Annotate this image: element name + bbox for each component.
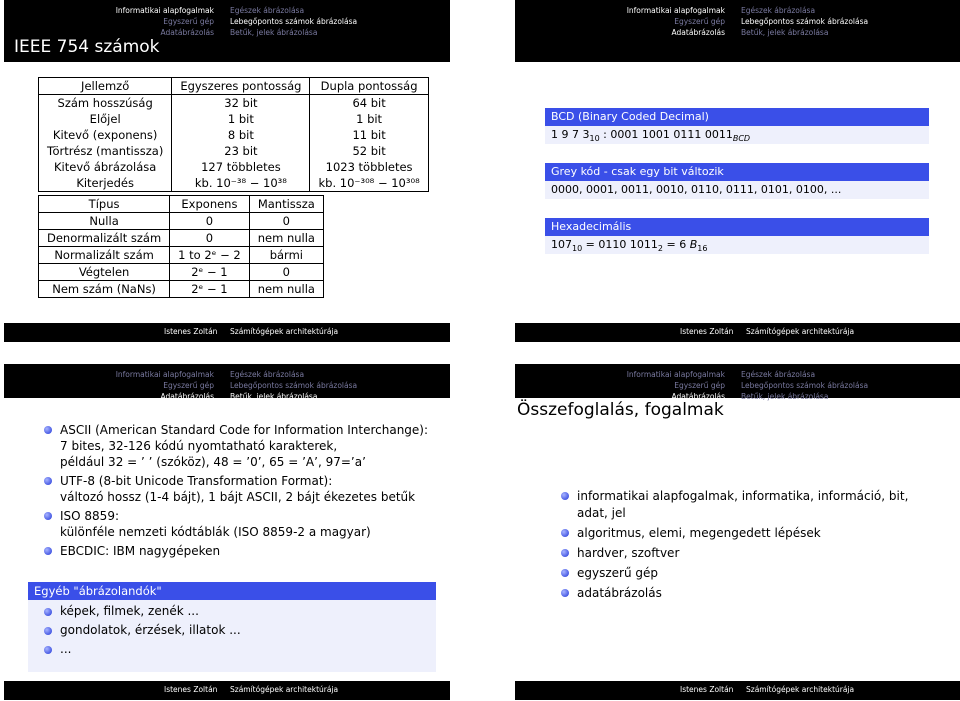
nav-item[interactable]: Egészek ábrázolása [230,370,305,379]
block-body: $107_{10} = 0110$ $1011_2 = 6$ $B_{16}$ [545,236,929,254]
list-item: algoritmus, elemi, megengedett lépések [559,525,919,542]
list-item: képek, filmek, zenék ... [42,602,422,621]
precision-table [38,77,429,192]
table-cell: 127 többletes [172,159,310,175]
table-cell: 1023 többletes [310,159,428,175]
block-title: Hexadecimális [545,218,929,236]
slide-header [4,364,450,401]
footer-course: Számítógépek architektúrája [230,685,339,694]
table-cell: Nem szám (NaNs) [39,281,170,298]
other-list [42,602,422,659]
nav-item[interactable]: Betűk, jelek ábrázolása [230,28,318,37]
nav-item[interactable]: Adatábrázolás [671,28,725,37]
slide-header [515,364,960,401]
bullet-icon [561,549,569,557]
table-cell: Törtrész (mantissza) [39,143,172,159]
bullet-icon [44,547,52,555]
slide-title: Összefoglalás, fogalmak [517,400,724,420]
slide-footer [4,681,450,700]
code-list [42,422,442,559]
footer-course: Számítógépek architektúrája [746,327,855,336]
nav-item[interactable]: Lebegőpontos számok ábrázolása [741,17,869,26]
table-cell: 0 [249,264,323,281]
table-cell: 1 bit [310,111,428,127]
list-item: gondolatok, érzések, illatok ... [42,621,422,640]
bullet-icon [561,492,569,500]
table-cell: Előjel [39,111,172,127]
bullet-icon [561,569,569,577]
nav-right [741,369,876,402]
slide-title: BCD, Grey, hexadecimális [525,36,746,56]
nav-item[interactable]: Informatikai alapfogalmak [115,6,214,15]
slide-footer [515,323,960,342]
table-cell: bármi [249,247,323,264]
slide-summary [515,364,960,700]
table-cell: 2ᵉ − 1 [170,281,250,298]
nav-item[interactable]: Lebegőpontos számok ábrázolása [230,17,358,26]
table-header: Jellemző [39,78,172,95]
table-cell: 0 [170,213,250,230]
footer-author: Istenes Zoltán [164,685,218,694]
table-cell: kb. 10⁻³⁰⁸ − 10³⁰⁸ [310,175,428,192]
nav-right [230,5,365,38]
bullet-icon [44,627,52,635]
table-cell: 52 bit [310,143,428,159]
nav-item[interactable]: Betűk, jelek ábrázolása [741,28,829,37]
bullet-icon [44,608,52,616]
summary-list [559,488,919,602]
nav-item[interactable]: Egyszerű gép [674,17,725,26]
table-cell: 1 bit [172,111,310,127]
table-header: Típus [39,196,170,213]
block-body: 1 9 7 $3_{10}$ : 0001 1001 0111 $0011_{BCD}$ [545,126,929,144]
table-cell: Kitevő (exponens) [39,127,172,143]
table-cell: 32 bit [172,95,310,112]
bullet-icon [44,477,52,485]
nav-item[interactable]: Egészek ábrázolása [230,6,305,15]
nav-item[interactable]: Egészek ábrázolása [741,370,816,379]
slide-title: IEEE 754 számok [14,37,160,57]
list-item: ISO 8859: különféle nemzeti kódtáblák (ISO 8859-2 a magyar) [42,508,442,540]
table-cell: Normalizált szám [39,247,170,264]
list-item: ... [42,640,422,659]
nav-item[interactable]: Adatábrázolás [160,392,214,401]
list-item: hardver, szoftver [559,545,919,562]
slide-bcd-grey-hex [515,0,960,342]
table-cell: nem nulla [249,281,323,298]
block-title: BCD (Binary Coded Decimal) [545,108,929,126]
nav-item[interactable]: Informatikai alapfogalmak [626,370,725,379]
bullet-icon [44,646,52,654]
bullet-icon [44,512,52,520]
table-cell: kb. 10⁻³⁸ − 10³⁸ [172,175,310,192]
table-header: Mantissza [249,196,323,213]
table-cell: Kiterjedés [39,175,172,192]
table-cell: 0 [249,213,323,230]
grey-block [545,163,929,199]
nav-item[interactable]: Egyszerű gép [674,381,725,390]
table-cell: Kitevő ábrázolása [39,159,172,175]
nav-item[interactable]: Informatikai alapfogalmak [626,6,725,15]
table-header: Dupla pontosság [310,78,428,95]
table-cell: 1 to 2ᵉ − 2 [170,247,250,264]
nav-item[interactable]: Adatábrázolás [671,392,725,401]
hex-block [545,218,929,254]
bullet-icon [44,426,52,434]
block-title: Grey kód - csak egy bit változik [545,163,929,181]
nav-left [625,5,725,38]
slide-header [4,0,450,62]
slide-ieee754 [4,0,450,342]
nav-item[interactable]: Betűk, jelek ábrázolása [230,392,318,401]
footer-course: Számítógépek architektúrája [230,327,339,336]
nav-item[interactable]: Egyszerű gép [163,381,214,390]
bullet-icon [561,589,569,597]
bcd-block [545,108,929,144]
nav-right [230,369,365,402]
footer-course: Számítógépek architektúrája [746,685,855,694]
bullet-icon [561,529,569,537]
table-cell: 0 [170,230,250,247]
footer-author: Istenes Zoltán [164,327,218,336]
footer-author: Istenes Zoltán [680,685,734,694]
nav-item[interactable]: Betűk, jelek ábrázolása [741,392,829,401]
slide-footer [4,323,450,342]
table-cell: 64 bit [310,95,428,112]
table-cell: Denormalizált szám [39,230,170,247]
table-cell: Szám hosszúság [39,95,172,112]
table-cell: Végtelen [39,264,170,281]
table-cell: 23 bit [172,143,310,159]
list-item: ASCII (American Standard Code for Information Interchange): 7 bites, 32-126 kódú nyomtatható karakterek, például 32 = ’ ’ (szóköz), 48 = ’0’, 65 = ’A’, 97=’a’ [42,422,442,470]
nav-item[interactable]: Lebegőpontos számok ábrázolása [230,381,358,390]
block-body: 0000, 0001, 0011, 0010, 0110, 0111, 0101, 0100, ... [545,181,929,199]
nav-left [625,369,725,402]
nav-item[interactable]: Egészek ábrázolása [741,6,816,15]
nav-item[interactable]: Egyszerű gép [163,17,214,26]
slide-footer [515,681,960,700]
table-header: Egyszeres pontosság [172,78,310,95]
nav-left [114,369,214,402]
slide-character-codes [4,364,450,700]
nav-left [114,5,214,38]
list-item: adatábrázolás [559,585,919,602]
nav-item[interactable]: Lebegőpontos számok ábrázolása [741,381,869,390]
nav-item[interactable]: Adatábrázolás [160,28,214,37]
nav-right [741,5,876,38]
table-cell: nem nulla [249,230,323,247]
table-cell: 8 bit [172,127,310,143]
nav-item[interactable]: Informatikai alapfogalmak [115,370,214,379]
special-values-table [38,195,324,298]
list-item: egyszerű gép [559,565,919,582]
footer-author: Istenes Zoltán [680,327,734,336]
list-item: UTF-8 (8-bit Unicode Transformation Format): változó hossz (1-4 bájt), 1 bájt ASCII, 2 bájt ékezetes betűk [42,473,442,505]
list-item: EBCDIC: IBM nagygépeken [42,543,442,559]
list-item: informatikai alapfogalmak, informatika, információ, bit, adat, jel [559,488,919,522]
table-header: Exponens [170,196,250,213]
table-cell: 2ᵉ − 1 [170,264,250,281]
table-cell: Nulla [39,213,170,230]
other-block-title: Egyéb "ábrázolandók" [28,582,436,600]
table-cell: 11 bit [310,127,428,143]
